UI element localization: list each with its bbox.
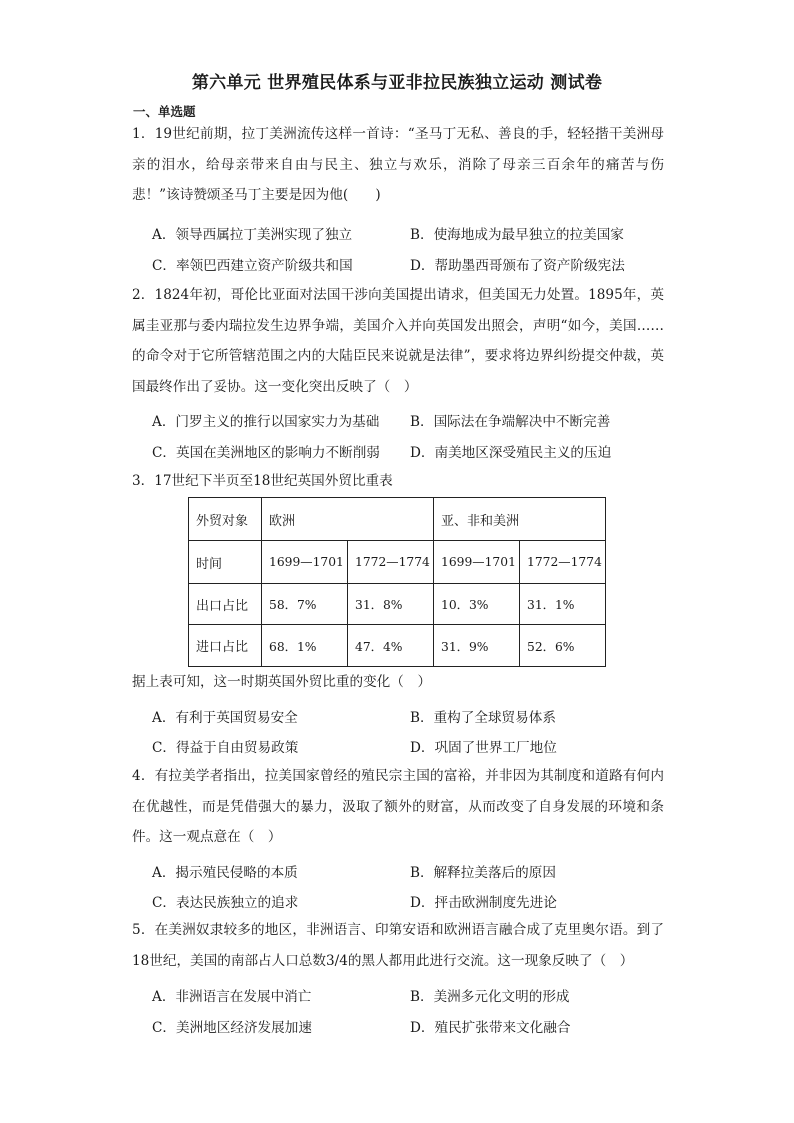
question-2-stem: 2．1824年初，哥伦比亚面对法国干涉向美国提出请求，但美国无力处置。1895年，英属圭亚那与委内瑞拉发生边界争端，美国介入并向英国发出照会，声明“如今，美国……的命令对于它所管辖范围之内的大陆臣民来说就是法律”，要求将边界纠纷提交仲裁，英国最终作出了妥协。这一变化突出反映了（ ） <box>132 287 664 395</box>
q2-option-c[interactable]: C．英国在美洲地区的影响力不断削弱 <box>152 445 380 461</box>
q5-option-a[interactable]: A．非洲语言在发展中消亡 <box>152 989 312 1005</box>
table-cell: 58．7% <box>262 584 348 625</box>
table-cell: 52．6% <box>520 625 606 667</box>
table-row-label: 进口占比 <box>189 625 262 667</box>
q5-option-d[interactable]: D．殖民扩张带来文化融合 <box>410 1020 571 1036</box>
q3-option-b[interactable]: B．重构了全球贸易体系 <box>410 710 556 726</box>
table-cell: 47．4% <box>348 625 434 667</box>
page-title: 第六单元 世界殖民体系与亚非拉民族独立运动 测试卷 <box>191 73 603 93</box>
q2-option-b[interactable]: B．国际法在争端解决中不断完善 <box>410 414 611 430</box>
q3-option-d[interactable]: D．巩固了世界工厂地位 <box>410 740 557 756</box>
q2-option-a[interactable]: A．门罗主义的推行以国家实力为基础 <box>152 414 380 430</box>
q4-option-c[interactable]: C．表达民族独立的追求 <box>152 895 299 911</box>
table-cell: 10．3% <box>434 584 520 625</box>
trade-share-table <box>188 497 606 667</box>
q4-option-b[interactable]: B．解释拉美落后的原因 <box>410 865 556 881</box>
table-period-cell: 1772—1774 <box>520 541 606 584</box>
q5-option-c[interactable]: C．美洲地区经济发展加速 <box>152 1020 312 1036</box>
table-period-cell: 1772—1774 <box>348 541 434 584</box>
table-cell: 31．1% <box>520 584 606 625</box>
table-header-asia-africa-america: 亚、非和美洲 <box>434 498 606 541</box>
q2-option-d[interactable]: D．南美地区深受殖民主义的压迫 <box>410 445 612 461</box>
table-period-row <box>189 541 606 584</box>
q1-option-a[interactable]: A．领导西属拉丁美洲实现了独立 <box>152 227 353 243</box>
table-row <box>189 625 606 667</box>
table-period-cell: 1699—1701 <box>262 541 348 584</box>
table-header-time: 时间 <box>189 541 262 584</box>
question-4-stem: 4．有拉美学者指出，拉美国家曾经的殖民宗主国的富裕，并非因为其制度和道路有何内在优越性，而是凭借强大的暴力，汲取了额外的财富，从而改变了自身发展的环境和条件。这一观点意在（ ） <box>132 768 664 845</box>
q3-option-c[interactable]: C．得益于自由贸易政策 <box>152 740 299 756</box>
question-3-stem: 3．17世纪下半页至18世纪英国外贸比重表 <box>132 473 393 489</box>
table-cell: 31．9% <box>434 625 520 667</box>
table-header-object: 外贸对象 <box>189 498 262 541</box>
section-heading: 一、单选题 <box>133 104 196 119</box>
question-3-prompt: 据上表可知，这一时期英国外贸比重的变化（ ） <box>132 674 432 690</box>
q1-option-b[interactable]: B．使海地成为最早独立的拉美国家 <box>410 227 624 243</box>
table-cell: 68．1% <box>262 625 348 667</box>
question-1-stem: 1．19世纪前期，拉丁美洲流传这样一首诗：“圣马丁无私、善良的手，轻轻揩干美洲母亲的泪水，给母亲带来自由与民主、独立与欢乐，消除了母亲三百余年的痛苦与伤悲！”该诗赞颂圣马丁主要是因为他( ) <box>132 126 664 203</box>
table-row <box>189 584 606 625</box>
question-5-stem: 5．在美洲奴隶较多的地区，非洲语言、印第安语和欧洲语言融合成了克里奥尔语。到了18世纪，美国的南部占人口总数3/4的黑人都用此进行交流。这一现象反映了（ ） <box>132 922 664 969</box>
table-row-label: 出口占比 <box>189 584 262 625</box>
q4-option-d[interactable]: D．抨击欧洲制度先进论 <box>410 895 557 911</box>
table-header-row <box>189 498 606 541</box>
table-period-cell: 1699—1701 <box>434 541 520 584</box>
table-cell: 31．8% <box>348 584 434 625</box>
q4-option-a[interactable]: A．揭示殖民侵略的本质 <box>152 865 298 881</box>
q5-option-b[interactable]: B．美洲多元化文明的形成 <box>410 989 570 1005</box>
table-header-europe: 欧洲 <box>262 498 434 541</box>
q1-option-d[interactable]: D．帮助墨西哥颁布了资产阶级宪法 <box>410 258 625 274</box>
q1-option-c[interactable]: C．率领巴西建立资产阶级共和国 <box>152 258 353 274</box>
q3-option-a[interactable]: A．有利于英国贸易安全 <box>152 710 298 726</box>
